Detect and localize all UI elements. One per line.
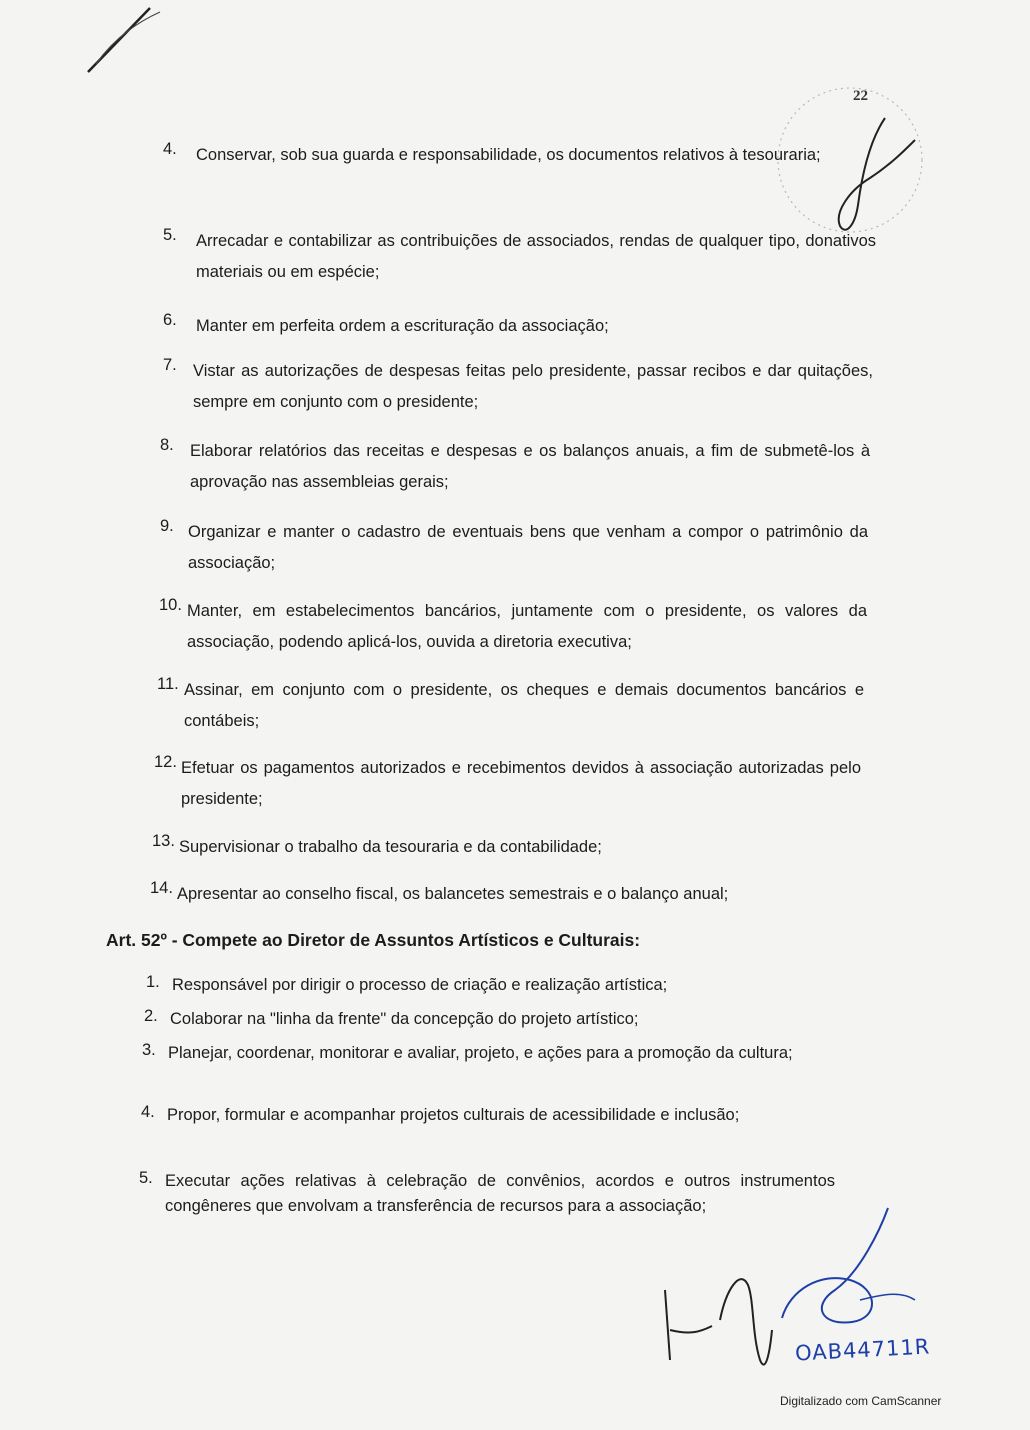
list-item-number: 4. (163, 140, 177, 158)
top-rubric-signature (839, 118, 915, 230)
page-number: 22 (853, 88, 868, 104)
list-item-text: Responsável por dirigir o processo de criação e realização artística; (172, 976, 668, 994)
list-item-number: 14. (150, 879, 173, 897)
list-item-number: 12. (154, 753, 177, 771)
list-item-text: Supervisionar o trabalho da tesouraria e da contabilidade; (179, 838, 602, 856)
list-item-text: Efetuar os pagamentos autorizados e recebimentos devidos à associação autorizadas pelo presidente; (181, 759, 861, 808)
blue-signature-tail (860, 1294, 915, 1300)
list-item-number: 13. (152, 832, 175, 850)
list-item-number: 5. (139, 1169, 153, 1187)
list-item-text: Organizar e manter o cadastro de eventuais bens que venham a compor o patrimônio da associação; (188, 523, 868, 572)
list-item-number: 4. (141, 1103, 155, 1121)
blue-signature (782, 1208, 888, 1322)
list-item-number: 9. (160, 517, 174, 535)
list-item-number: 11. (157, 675, 179, 693)
list-item-text: Manter em perfeita ordem a escrituração da associação; (196, 317, 609, 335)
corner-pen-mark-secondary (96, 12, 160, 64)
list-item-text: Arrecadar e contabilizar as contribuições de associados, rendas de qualquer tipo, donativos materiais ou em espécie; (196, 232, 876, 281)
list-item-text: Planejar, coordenar, monitorar e avaliar, projeto, e ações para a promoção da cultura; (168, 1044, 793, 1062)
list-item-text: Elaborar relatórios das receitas e despesas e os balanços anuais, a fim de submetê-los à aprovação nas assembleias gerais; (190, 442, 870, 491)
list-item-text: Colaborar na "linha da frente" da concepção do projeto artístico; (170, 1010, 639, 1028)
list-item-text: Assinar, em conjunto com o presidente, os cheques e demais documentos bancários e contábeis; (184, 681, 864, 730)
list-item-text: Vistar as autorizações de despesas feitas pelo presidente, passar recibos e dar quitações, sempre em conjunto com o presidente; (193, 362, 873, 411)
list-item-text: Propor, formular e acompanhar projetos culturais de acessibilidade e inclusão; (167, 1106, 740, 1124)
list-item-number: 3. (142, 1041, 156, 1059)
signature-stroke-2 (720, 1279, 772, 1365)
list-item-number: 7. (163, 356, 177, 374)
scanner-watermark: Digitalizado com CamScanner (780, 1394, 942, 1408)
signature-stroke-1 (665, 1290, 712, 1360)
list-item-number: 2. (144, 1007, 158, 1025)
list-item-number: 5. (163, 226, 177, 244)
article-heading: Art. 52º - Compete ao Diretor de Assuntos Artísticos e Culturais: (106, 930, 641, 950)
list-item-text: Manter, em estabelecimentos bancários, juntamente com o presidente, os valores da associação, podendo aplicá-los, ouvida a diretoria executiva; (187, 602, 867, 651)
list-item-text: Apresentar ao conselho fiscal, os balancetes semestrais e o balanço anual; (177, 885, 729, 903)
list-item-text: Conservar, sob sua guarda e responsabilidade, os documentos relativos à tesouraria; (196, 146, 821, 164)
list-item-number: 8. (160, 436, 174, 454)
list-item-number: 1. (146, 973, 160, 991)
handwritten-oab-number: OAB44711R (794, 1334, 931, 1366)
list-item-text: Executar ações relativas à celebração de convênios, acordos e outros instrumentos congêneres que envolvam a transferência de recursos para a associação; (165, 1172, 835, 1215)
list-item-number: 10. (159, 596, 182, 614)
list-item-number: 6. (163, 311, 177, 329)
